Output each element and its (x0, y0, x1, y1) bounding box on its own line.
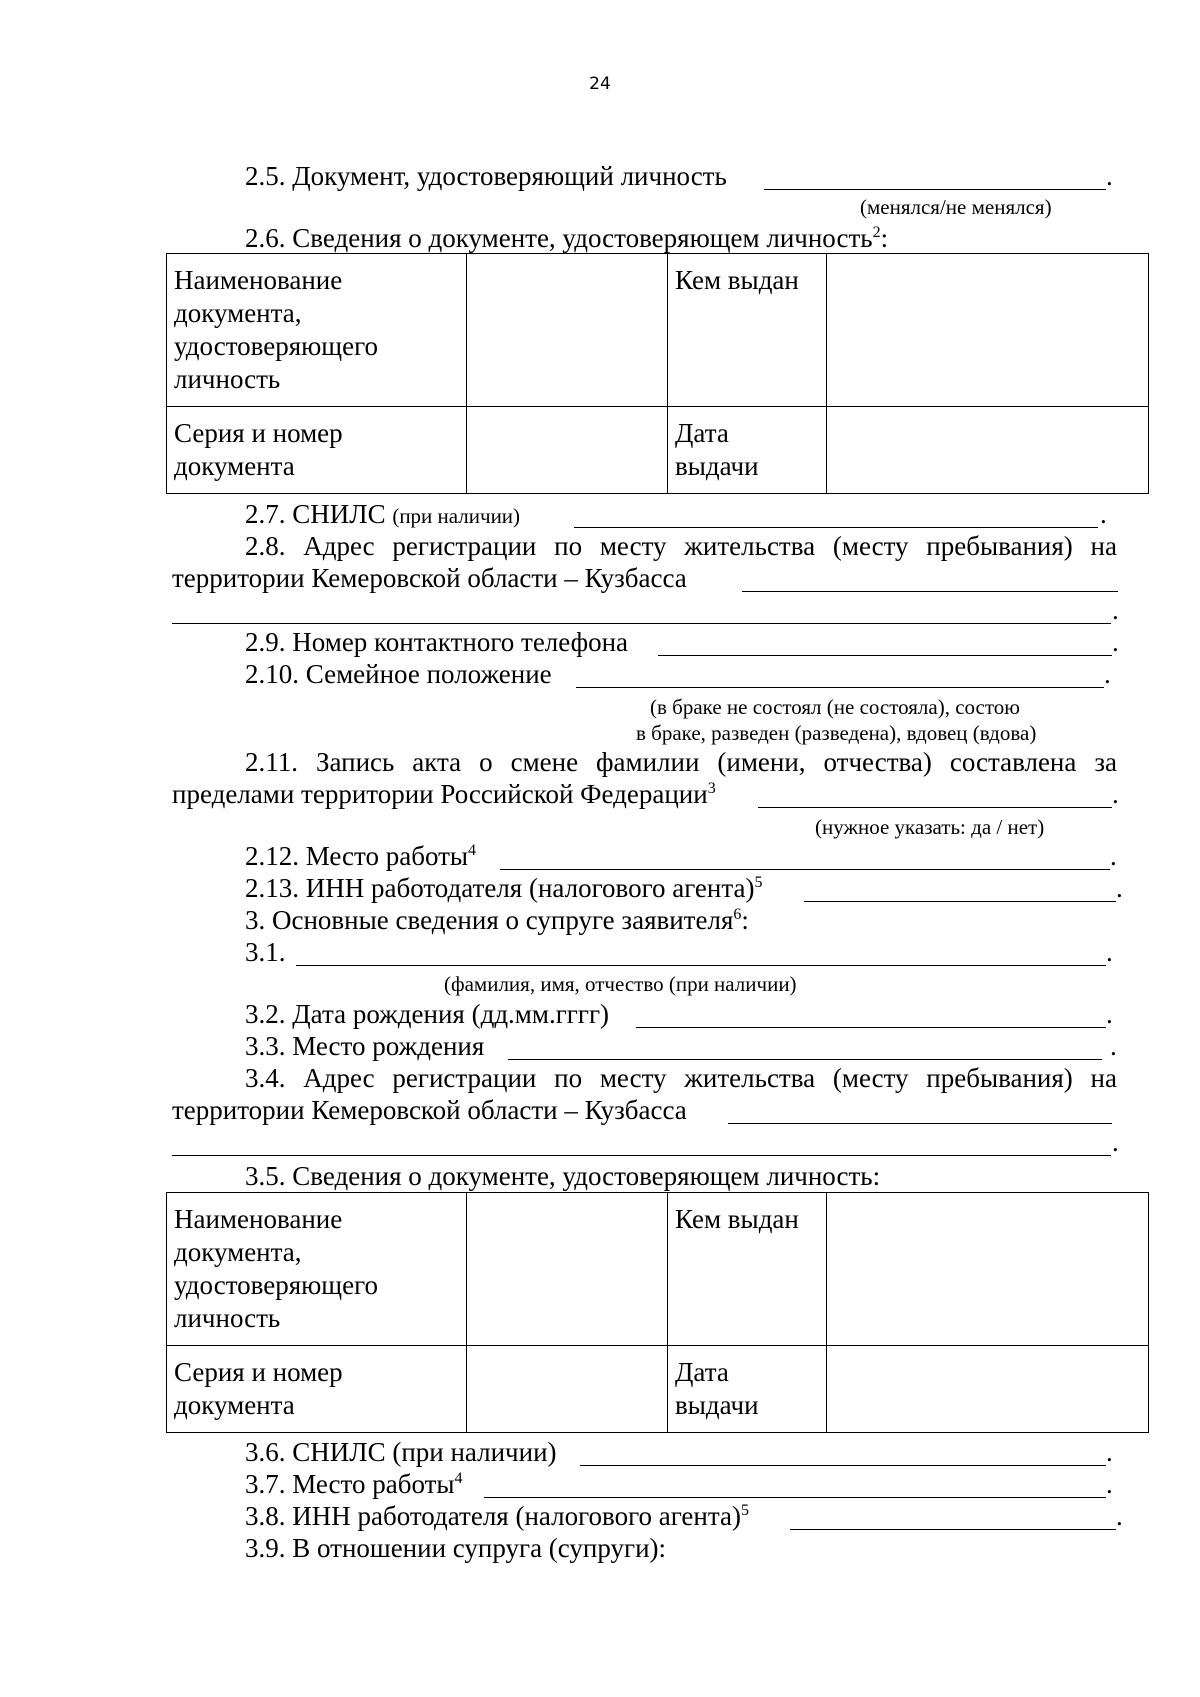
section-3-heading: 3. Основные сведения о супруге заявителя$^6$: (245, 905, 749, 935)
item-2-6-label: 2.6. Сведения о документе, удостоверяющем личность$^2$: (245, 223, 889, 253)
item-2-10-label: 2.10. Семейное положение (245, 659, 552, 689)
period: . (1116, 1501, 1123, 1531)
period: . (1112, 779, 1119, 809)
issue-date-label: Дата выдачи (668, 1346, 827, 1433)
item-2-11-hint: (нужное указать: да / нет) (815, 815, 1045, 839)
item-2-10-field[interactable] (576, 687, 1104, 688)
item-2-13-field[interactable] (804, 901, 1116, 902)
issue-date-cell[interactable] (827, 407, 1149, 494)
item-2-10-hint-1: (в браке не состоял (не состояла), состою (650, 695, 1020, 719)
item-2-8-line1: 2.8. Адрес регистрации по месту жительства (месту пребывания) на (245, 531, 1117, 561)
period: . (1106, 1437, 1113, 1467)
item-2-10-hint-2: в браке, разведен (разведена), вдовец (вдова) (636, 721, 1037, 745)
series-number-cell[interactable] (467, 407, 668, 494)
item-2-12-label: 2.12. Место работы$^4$ (245, 841, 477, 871)
item-3-6-label: 3.6. СНИЛС (при наличии) (245, 1437, 557, 1467)
identity-document-table-spouse (166, 1192, 1149, 1433)
item-3-1-field[interactable] (296, 965, 1106, 966)
item-2-11-field[interactable] (758, 807, 1112, 808)
item-3-7-label: 3.7. Место работы$^4$ (245, 1469, 463, 1499)
item-3-3-label: 3.3. Место рождения (245, 1031, 485, 1061)
period: . (1110, 841, 1117, 871)
period: . (1100, 499, 1107, 529)
item-3-4-line2: территории Кемеровской области – Кузбасса (172, 1095, 687, 1125)
item-2-11-line2: пределами территории Российской Федерации$^3$ (172, 779, 716, 809)
item-3-4-line1: 3.4. Адрес регистрации по месту жительства (месту пребывания) на (245, 1063, 1117, 1093)
issued-by-cell[interactable] (827, 1193, 1149, 1346)
period: . (1106, 937, 1113, 967)
period: . (1110, 1031, 1117, 1061)
series-number-label: Серия и номер документа (167, 407, 467, 494)
issue-date-label: Дата выдачи (668, 407, 827, 494)
item-2-12-field[interactable] (500, 869, 1110, 870)
item-2-13-label: 2.13. ИНН работодателя (налогового агента)$^5$ (245, 873, 763, 903)
item-3-2-field[interactable] (636, 1027, 1106, 1028)
period: . (1106, 1469, 1113, 1499)
item-2-7-label: 2.7. СНИЛС (при наличии) (245, 499, 521, 529)
item-2-8-field-a[interactable] (742, 591, 1118, 592)
item-3-4-field-b[interactable] (172, 1155, 1111, 1156)
item-3-8-label: 3.8. ИНН работодателя (налогового агента)$^5$ (245, 1501, 749, 1531)
issued-by-label: Кем выдан (668, 254, 827, 407)
series-number-cell[interactable] (467, 1346, 668, 1433)
issued-by-label: Кем выдан (668, 1193, 827, 1346)
item-2-5-label: 2.5. Документ, удостоверяющий личность (245, 161, 727, 191)
item-2-5-hint: (менялся/не менялся) (860, 195, 1052, 219)
item-3-8-field[interactable] (790, 1529, 1116, 1530)
item-3-7-field[interactable] (484, 1497, 1106, 1498)
identity-document-table-applicant (166, 253, 1149, 494)
item-3-5-label: 3.5. Сведения о документе, удостоверяющем личность: (245, 1161, 881, 1191)
period: . (1112, 627, 1119, 657)
item-2-11-line1: 2.11. Запись акта о смене фамилии (имени, отчества) составлена за (245, 747, 1117, 777)
item-2-9-label: 2.9. Номер контактного телефона (245, 627, 629, 657)
issued-by-cell[interactable] (827, 254, 1149, 407)
doc-name-label: Наименование документа, удостоверяющего личность (167, 1193, 467, 1346)
period: . (1106, 161, 1113, 191)
item-2-9-field[interactable] (658, 655, 1112, 656)
doc-name-cell[interactable] (467, 254, 668, 407)
doc-name-label: Наименование документа, удостоверяющего личность (167, 254, 467, 407)
item-3-1-hint: (фамилия, имя, отчество (при наличии) (444, 972, 797, 996)
item-3-3-field[interactable] (508, 1059, 1102, 1060)
item-3-2-label: 3.2. Дата рождения (дд.мм.гггг) (245, 999, 610, 1029)
period: . (1112, 1127, 1119, 1157)
item-2-8-field-b[interactable] (172, 623, 1111, 624)
issue-date-cell[interactable] (827, 1346, 1149, 1433)
item-3-4-field-a[interactable] (728, 1123, 1112, 1124)
item-3-9-label: 3.9. В отношении супруга (супруги): (245, 1533, 667, 1563)
period: . (1112, 595, 1119, 625)
item-3-1-label: 3.1. (245, 937, 286, 967)
period: . (1116, 873, 1123, 903)
period: . (1106, 999, 1113, 1029)
item-2-8-line2: территории Кемеровской области – Кузбасса (172, 563, 687, 593)
series-number-label: Серия и номер документа (167, 1346, 467, 1433)
doc-name-cell[interactable] (467, 1193, 668, 1346)
period: . (1104, 659, 1111, 689)
item-2-5-field[interactable] (764, 189, 1106, 190)
item-2-7-field[interactable] (574, 527, 1098, 528)
item-3-6-field[interactable] (580, 1465, 1106, 1466)
page-number: 24 (589, 74, 611, 94)
